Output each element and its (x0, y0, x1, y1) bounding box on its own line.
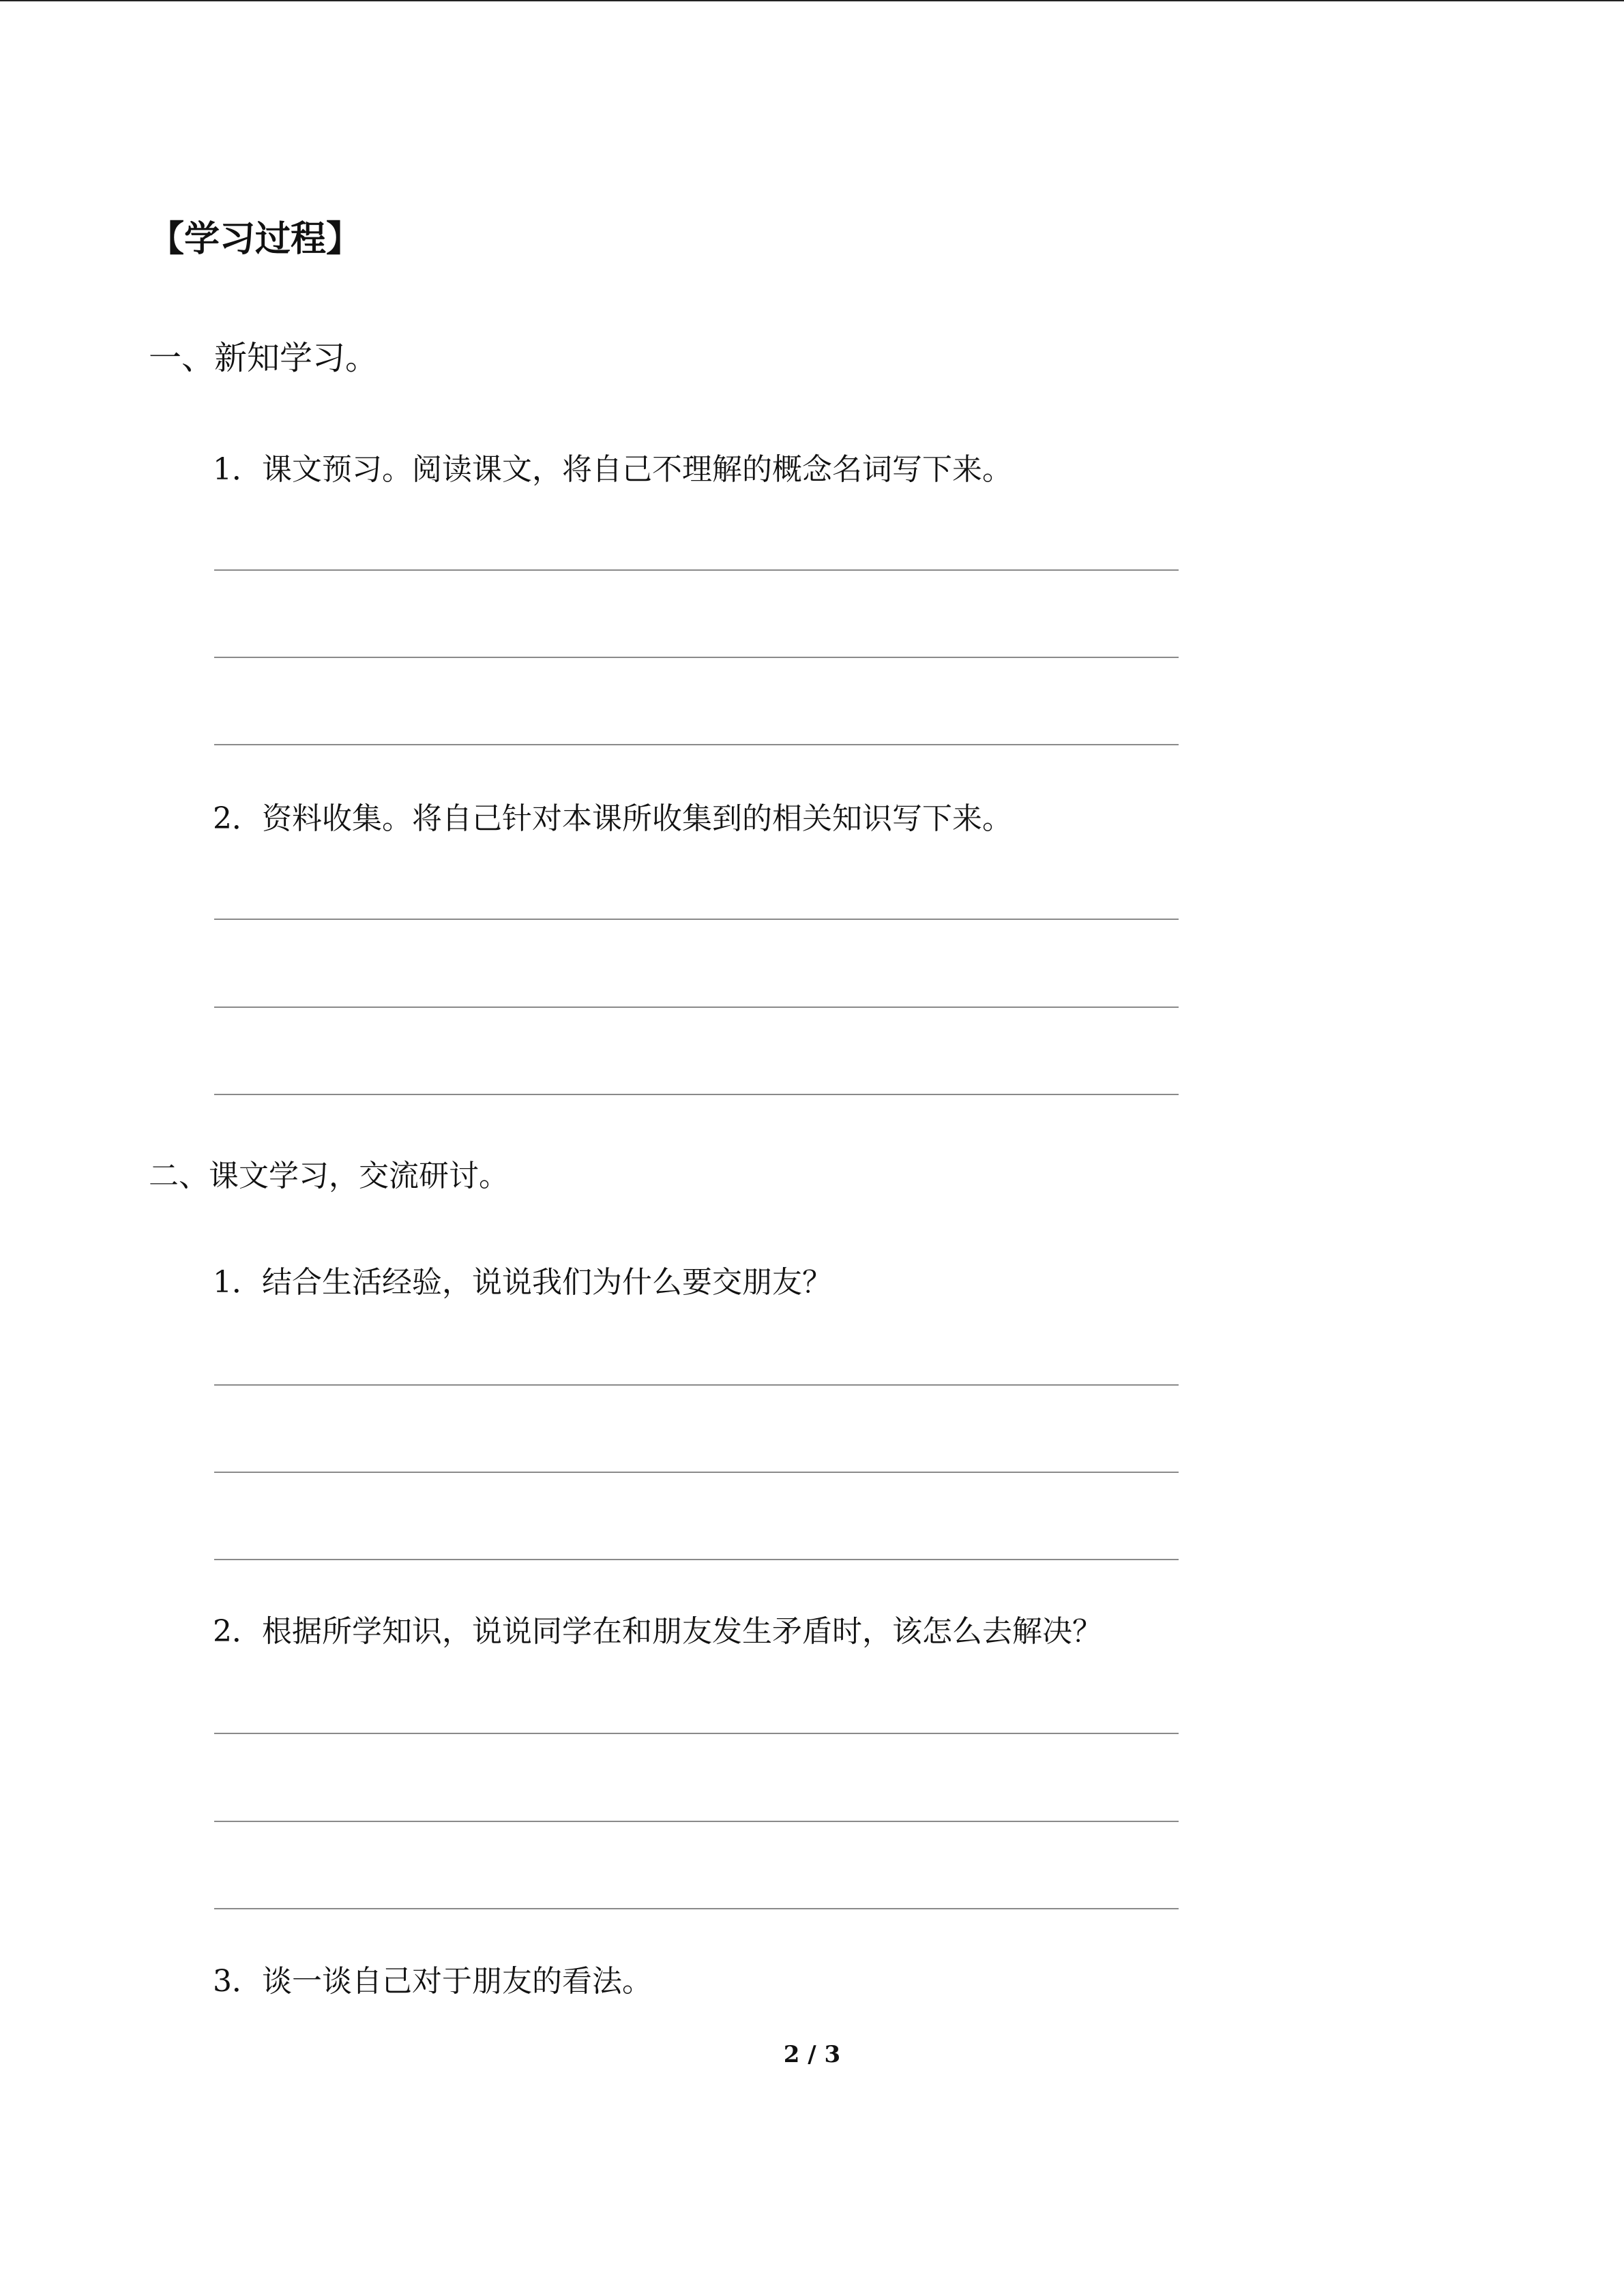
page-top-border (0, 0, 1624, 1)
answer-line[interactable] (214, 1821, 1179, 1822)
answer-line[interactable] (214, 569, 1179, 571)
part-1-heading: 一、新知学习。 (149, 339, 379, 377)
question-2-3: 3．谈一谈自己对于朋友的看法。 (213, 1964, 652, 1999)
answer-line[interactable] (214, 1007, 1179, 1008)
question-1-2: 2．资料收集。将自己针对本课所收集到的相关知识写下来。 (213, 801, 1012, 836)
section-title: 【学习过程】 (149, 218, 362, 260)
answer-line[interactable] (214, 1908, 1179, 1909)
question-2-1: 1．结合生活经验，说说我们为什么要交朋友？ (213, 1265, 832, 1300)
answer-line[interactable] (214, 1472, 1179, 1473)
question-2-2: 2．根据所学知识，说说同学在和朋友发生矛盾时，该怎么去解决？ (213, 1614, 1102, 1649)
answer-line[interactable] (214, 919, 1179, 920)
answer-line[interactable] (214, 1384, 1179, 1386)
part-2-heading: 二、课文学习，交流研讨。 (149, 1159, 509, 1193)
page-number: 2 / 3 (783, 2041, 841, 2068)
answer-line[interactable] (214, 1733, 1179, 1734)
answer-line[interactable] (214, 1094, 1179, 1095)
question-1-1: 1．课文预习。阅读课文，将自己不理解的概念名词写下来。 (213, 452, 1012, 487)
answer-line[interactable] (214, 1559, 1179, 1560)
answer-line[interactable] (214, 657, 1179, 658)
answer-line[interactable] (214, 744, 1179, 745)
